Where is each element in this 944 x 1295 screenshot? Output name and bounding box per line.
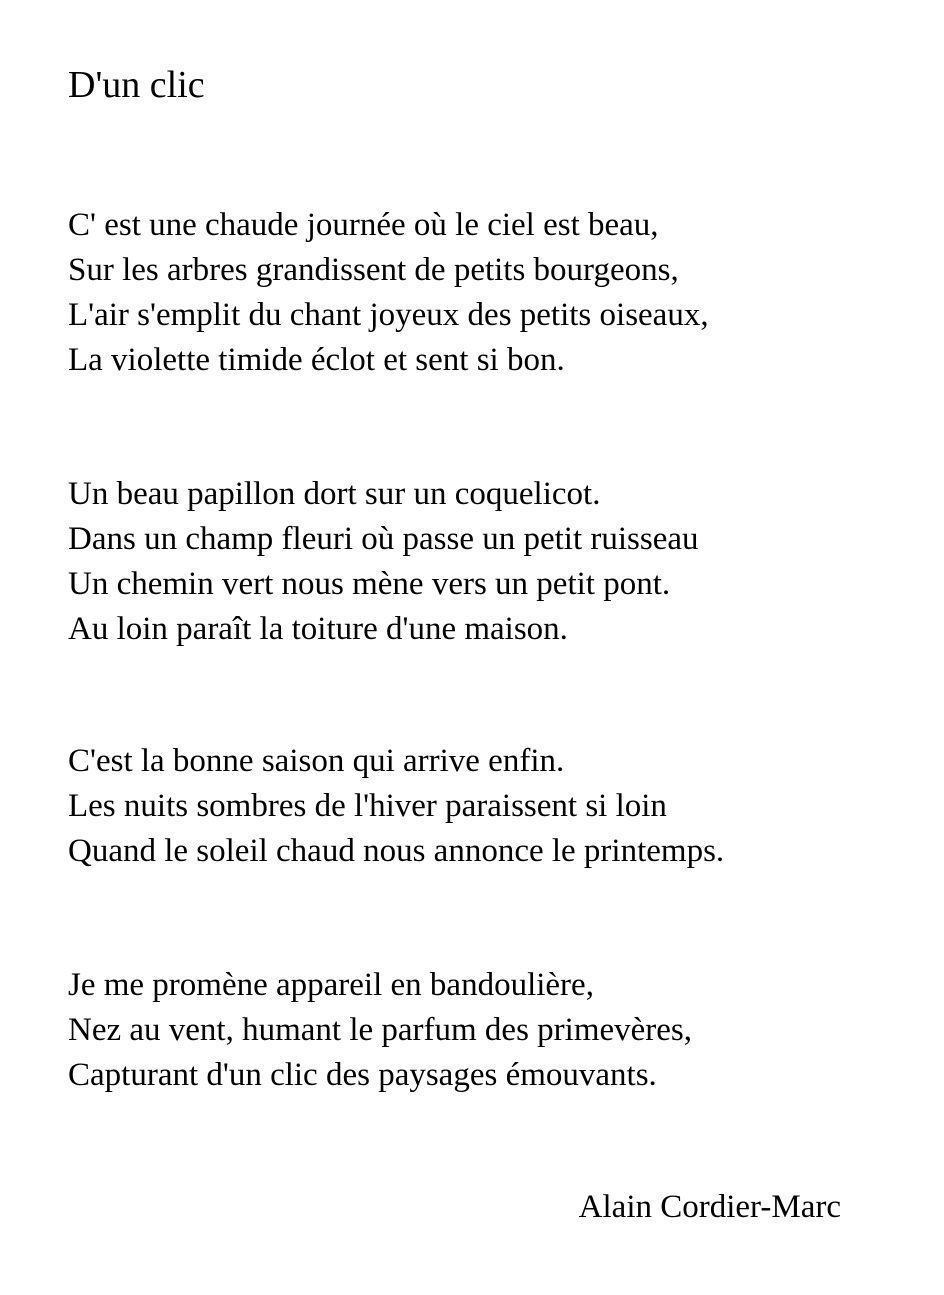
verse-line: Quand le soleil chaud nous annonce le printemps.: [68, 833, 725, 869]
stanza-2: [68, 472, 928, 652]
verse-line: C'est la bonne saison qui arrive enfin.: [68, 743, 565, 779]
stanza-3: [68, 739, 928, 874]
verse-line: Capturant d'un clic des paysages émouvants.: [68, 1057, 657, 1093]
verse-line: L'air s'emplit du chant joyeux des petits oiseaux,: [68, 297, 709, 333]
verse-line: Dans un champ fleuri où passe un petit ruisseau: [68, 521, 699, 557]
verse-line: La violette timide éclot et sent si bon.: [68, 342, 565, 378]
verse-line: Un chemin vert nous mène vers un petit pont.: [68, 566, 671, 602]
verse-line: Au loin paraît la toiture d'une maison.: [68, 611, 568, 647]
stanza-1: [68, 203, 928, 383]
author-signature: Alain Cordier-Marc: [578, 1189, 841, 1225]
verse-line: Un beau papillon dort sur un coquelicot.: [68, 476, 601, 512]
verse-line: Sur les arbres grandissent de petits bourgeons,: [68, 252, 679, 288]
verse-line: Les nuits sombres de l'hiver paraissent si loin: [68, 788, 667, 824]
verse-line: Je me promène appareil en bandoulière,: [68, 967, 594, 1003]
stanza-4: [68, 963, 928, 1098]
verse-line: Nez au vent, humant le parfum des primevères,: [68, 1012, 693, 1048]
poem-title: D'un clic: [68, 64, 205, 106]
verse-line: C' est une chaude journée où le ciel est beau,: [68, 207, 659, 243]
